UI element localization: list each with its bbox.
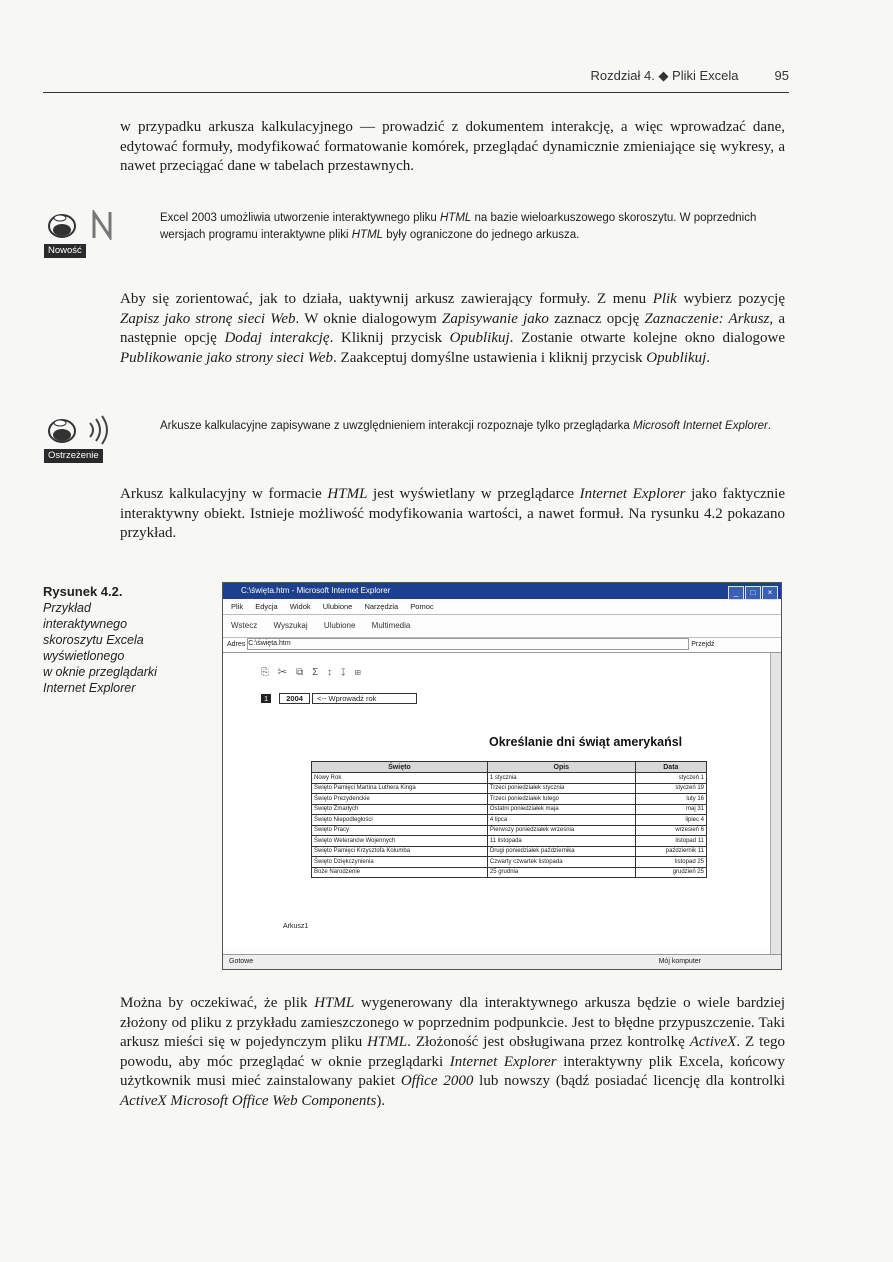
description-cell: 25 grudnia (487, 867, 635, 878)
holiday-cell: Święto Dziękczynienia (312, 857, 488, 868)
holiday-cell: Boże Narodzenie (312, 867, 488, 878)
table-row (312, 857, 707, 868)
spreadsheet-area (223, 653, 771, 948)
description-cell: Drugi poniedziałek października (487, 846, 635, 857)
menu-ulubione[interactable]: Ulubione (322, 602, 353, 611)
date-cell: lipiec 4 (635, 815, 706, 826)
title-bar (223, 583, 781, 599)
status-text: Gotowe (229, 958, 254, 965)
figure-label: Rysunek 4.2. (43, 584, 123, 599)
col-header-holiday: Święto (312, 762, 488, 773)
holidays-table (311, 761, 707, 878)
description-cell: Trzeci poniedziałek lutego (487, 794, 635, 805)
date-cell: maj 31 (635, 804, 706, 815)
holiday-cell: Święto Zmarłych (312, 804, 488, 815)
table-title: Określanie dni świąt amerykańsl (489, 735, 683, 749)
year-hint: <-- Wprowadź rok (312, 693, 417, 704)
table-row (312, 804, 707, 815)
table-row (312, 836, 707, 847)
search-button[interactable]: Wyszukaj (273, 621, 308, 630)
spreadsheet-toolbar: ⎘ ✂ ⧉ Σ ↕ ↧ ⊞ (261, 667, 364, 678)
note-warning: Arkusze kalkulacyjne zapisywane z uwzględnieniem interakcji rozpoznaje tylko przeglądarka Microsoft Internet Explorer. (160, 420, 772, 432)
menu-plik[interactable]: Plik (231, 602, 244, 611)
close-icon[interactable]: × (762, 586, 778, 600)
holiday-cell: Święto Weteranów Wojennych (312, 836, 488, 847)
new-feature-icon (44, 210, 122, 258)
table-row (312, 794, 707, 805)
running-title: Rozdział 4. ◆ Pliki Excela (590, 68, 739, 83)
row-number: 1 (261, 694, 271, 703)
paragraph-3: Arkusz kalkulacyjny w formacie HTML jest wyświetlany w przeglądarce Internet Explorer jako faktycznie interaktywny obiekt. Istnieje możliwość modyfikowania wartości, a nawet formuł. Na rysunku 4.2 pokazano przykład. (120, 486, 786, 541)
description-cell: 4 lipca (487, 815, 635, 826)
description-cell: Trzeci poniedziałek stycznia (487, 783, 635, 794)
figure-caption: Rysunek 4.2. Przykład interaktywnego skoroszytu Excela wyświetlonego w oknie przeglądarki Internet Explorer (43, 584, 203, 696)
vertical-scrollbar[interactable] (770, 653, 781, 955)
nowosc-badge: Nowość (44, 244, 86, 258)
holiday-cell: Nowy Rok (312, 773, 488, 784)
date-cell: grudzień 25 (635, 867, 706, 878)
menu-pomoc[interactable]: Pomoc (410, 602, 434, 611)
date-cell: listopad 25 (635, 857, 706, 868)
year-cell[interactable]: 2004 (279, 693, 310, 704)
menu-edycja[interactable]: Edycja (255, 602, 278, 611)
toolbar (223, 615, 781, 638)
holiday-cell: Święto Prezydenckie (312, 794, 488, 805)
window-title: C:\święta.htm - Microsoft Internet Explorer (241, 586, 391, 595)
holiday-cell: Święto Pamięci Krzysztofa Kolumba (312, 846, 488, 857)
paragraph-2: Aby się zorientować, jak to działa, uaktywnij arkusz zawierający formuły. Z menu Plik wybierz pozycję Zapisz jako stronę sieci Web. W oknie dialogowym Zapisywanie jako zaznacz opcję Zaznaczenie: Arkusz, a następnie opcję Dodaj interakcję. Kliknij przycisk Opublikuj. Zostanie otwarte kolejne okno dialogowe Publikowanie jako strony sieci Web. Zaakceptuj domyślne ustawienia i kliknij przycisk Opublikuj. (120, 291, 786, 366)
description-cell: Ostatni poniedziałek maja (487, 804, 635, 815)
input-row (261, 693, 417, 704)
menu-bar (223, 599, 781, 615)
go-button[interactable]: Przejdź (691, 641, 715, 648)
holiday-cell: Święto Pracy (312, 825, 488, 836)
holiday-cell: Święto Pamięci Martina Luthera Kinga (312, 783, 488, 794)
favorites-button[interactable]: Ulubione (323, 621, 356, 630)
ie-window-screenshot (222, 582, 782, 970)
paragraph-1: w przypadku arkusza kalkulacyjnego — prowadzić z dokumentem interakcję, a więc wprowadzać dane, edytować formuły, modyfikować formatowanie komórek, przeglądać dynamicznie zmieniające się wykresy, a nawet przeciągać dane w tabelach przestawnych. (120, 119, 785, 174)
holiday-cell: Święto Niepodległości (312, 815, 488, 826)
note-new-feature: Excel 2003 umożliwia utworzenie interaktywnego pliku HTML na bazie wieloarkuszowego skoroszytu. W poprzednich wersjach programu interaktywne pliki HTML były ograniczone do jednego arkusza. (160, 212, 757, 241)
media-button[interactable]: Multimedia (371, 621, 411, 630)
menu-narzedzia[interactable]: Narzędzia (364, 602, 399, 611)
sheet-tab[interactable]: Arkusz1 (283, 923, 309, 930)
address-input[interactable]: C:\święta.htm (247, 638, 689, 650)
date-cell: wrzesień 6 (635, 825, 706, 836)
description-cell: 1 stycznia (487, 773, 635, 784)
date-cell: październik 11 (635, 846, 706, 857)
description-cell: 11 listopada (487, 836, 635, 847)
date-cell: luty 16 (635, 794, 706, 805)
paragraph-4: Można by oczekiwać, że plik HTML wygenerowany dla interaktywnego arkusza będzie o wiele bardziej złożony od pliku z przykładu zamieszczonego w poprzednim podpunkcie. Jest to błędne przypuszczenie. Taki arkusz mieści się w pojedynczym pliku HTML. Złożoność jest obsługiwana przez kontrolkę ActiveX. Z tego powodu, aby móc przeglądać w oknie przeglądarki Internet Explorer interaktywny plik Excela, końcowy użytkownik musi mieć zainstalowany pakiet Office 2000 lub nowszy (bądź posiadać licencję dla kontrolki ActiveX Microsoft Office Web Components). (120, 995, 786, 1109)
description-cell: Pierwszy poniedziałek września (487, 825, 635, 836)
address-label: Adres (227, 641, 246, 648)
date-cell: styczeń 19 (635, 783, 706, 794)
col-header-date: Data (635, 762, 706, 773)
menu-widok[interactable]: Widok (289, 602, 311, 611)
table-row (312, 867, 707, 878)
table-row (312, 846, 707, 857)
page-number: 95 (774, 68, 789, 83)
date-cell: styczeń 1 (635, 773, 706, 784)
running-header (43, 68, 789, 93)
table-row (312, 773, 707, 784)
table-row (312, 825, 707, 836)
back-button[interactable]: Wstecz (231, 621, 258, 630)
maximize-icon[interactable]: □ (745, 586, 761, 600)
zone-text: Mój komputer (658, 958, 701, 965)
description-cell: Czwarty czwartek listopada (487, 857, 635, 868)
col-header-description: Opis (487, 762, 635, 773)
ostrzezenie-badge: Ostrzeżenie (44, 449, 103, 463)
address-bar (223, 638, 781, 653)
warning-icon (44, 415, 122, 463)
minimize-icon[interactable]: _ (728, 586, 744, 600)
table-row (312, 815, 707, 826)
status-bar (223, 954, 781, 969)
table-row (312, 783, 707, 794)
date-cell: listopad 11 (635, 836, 706, 847)
